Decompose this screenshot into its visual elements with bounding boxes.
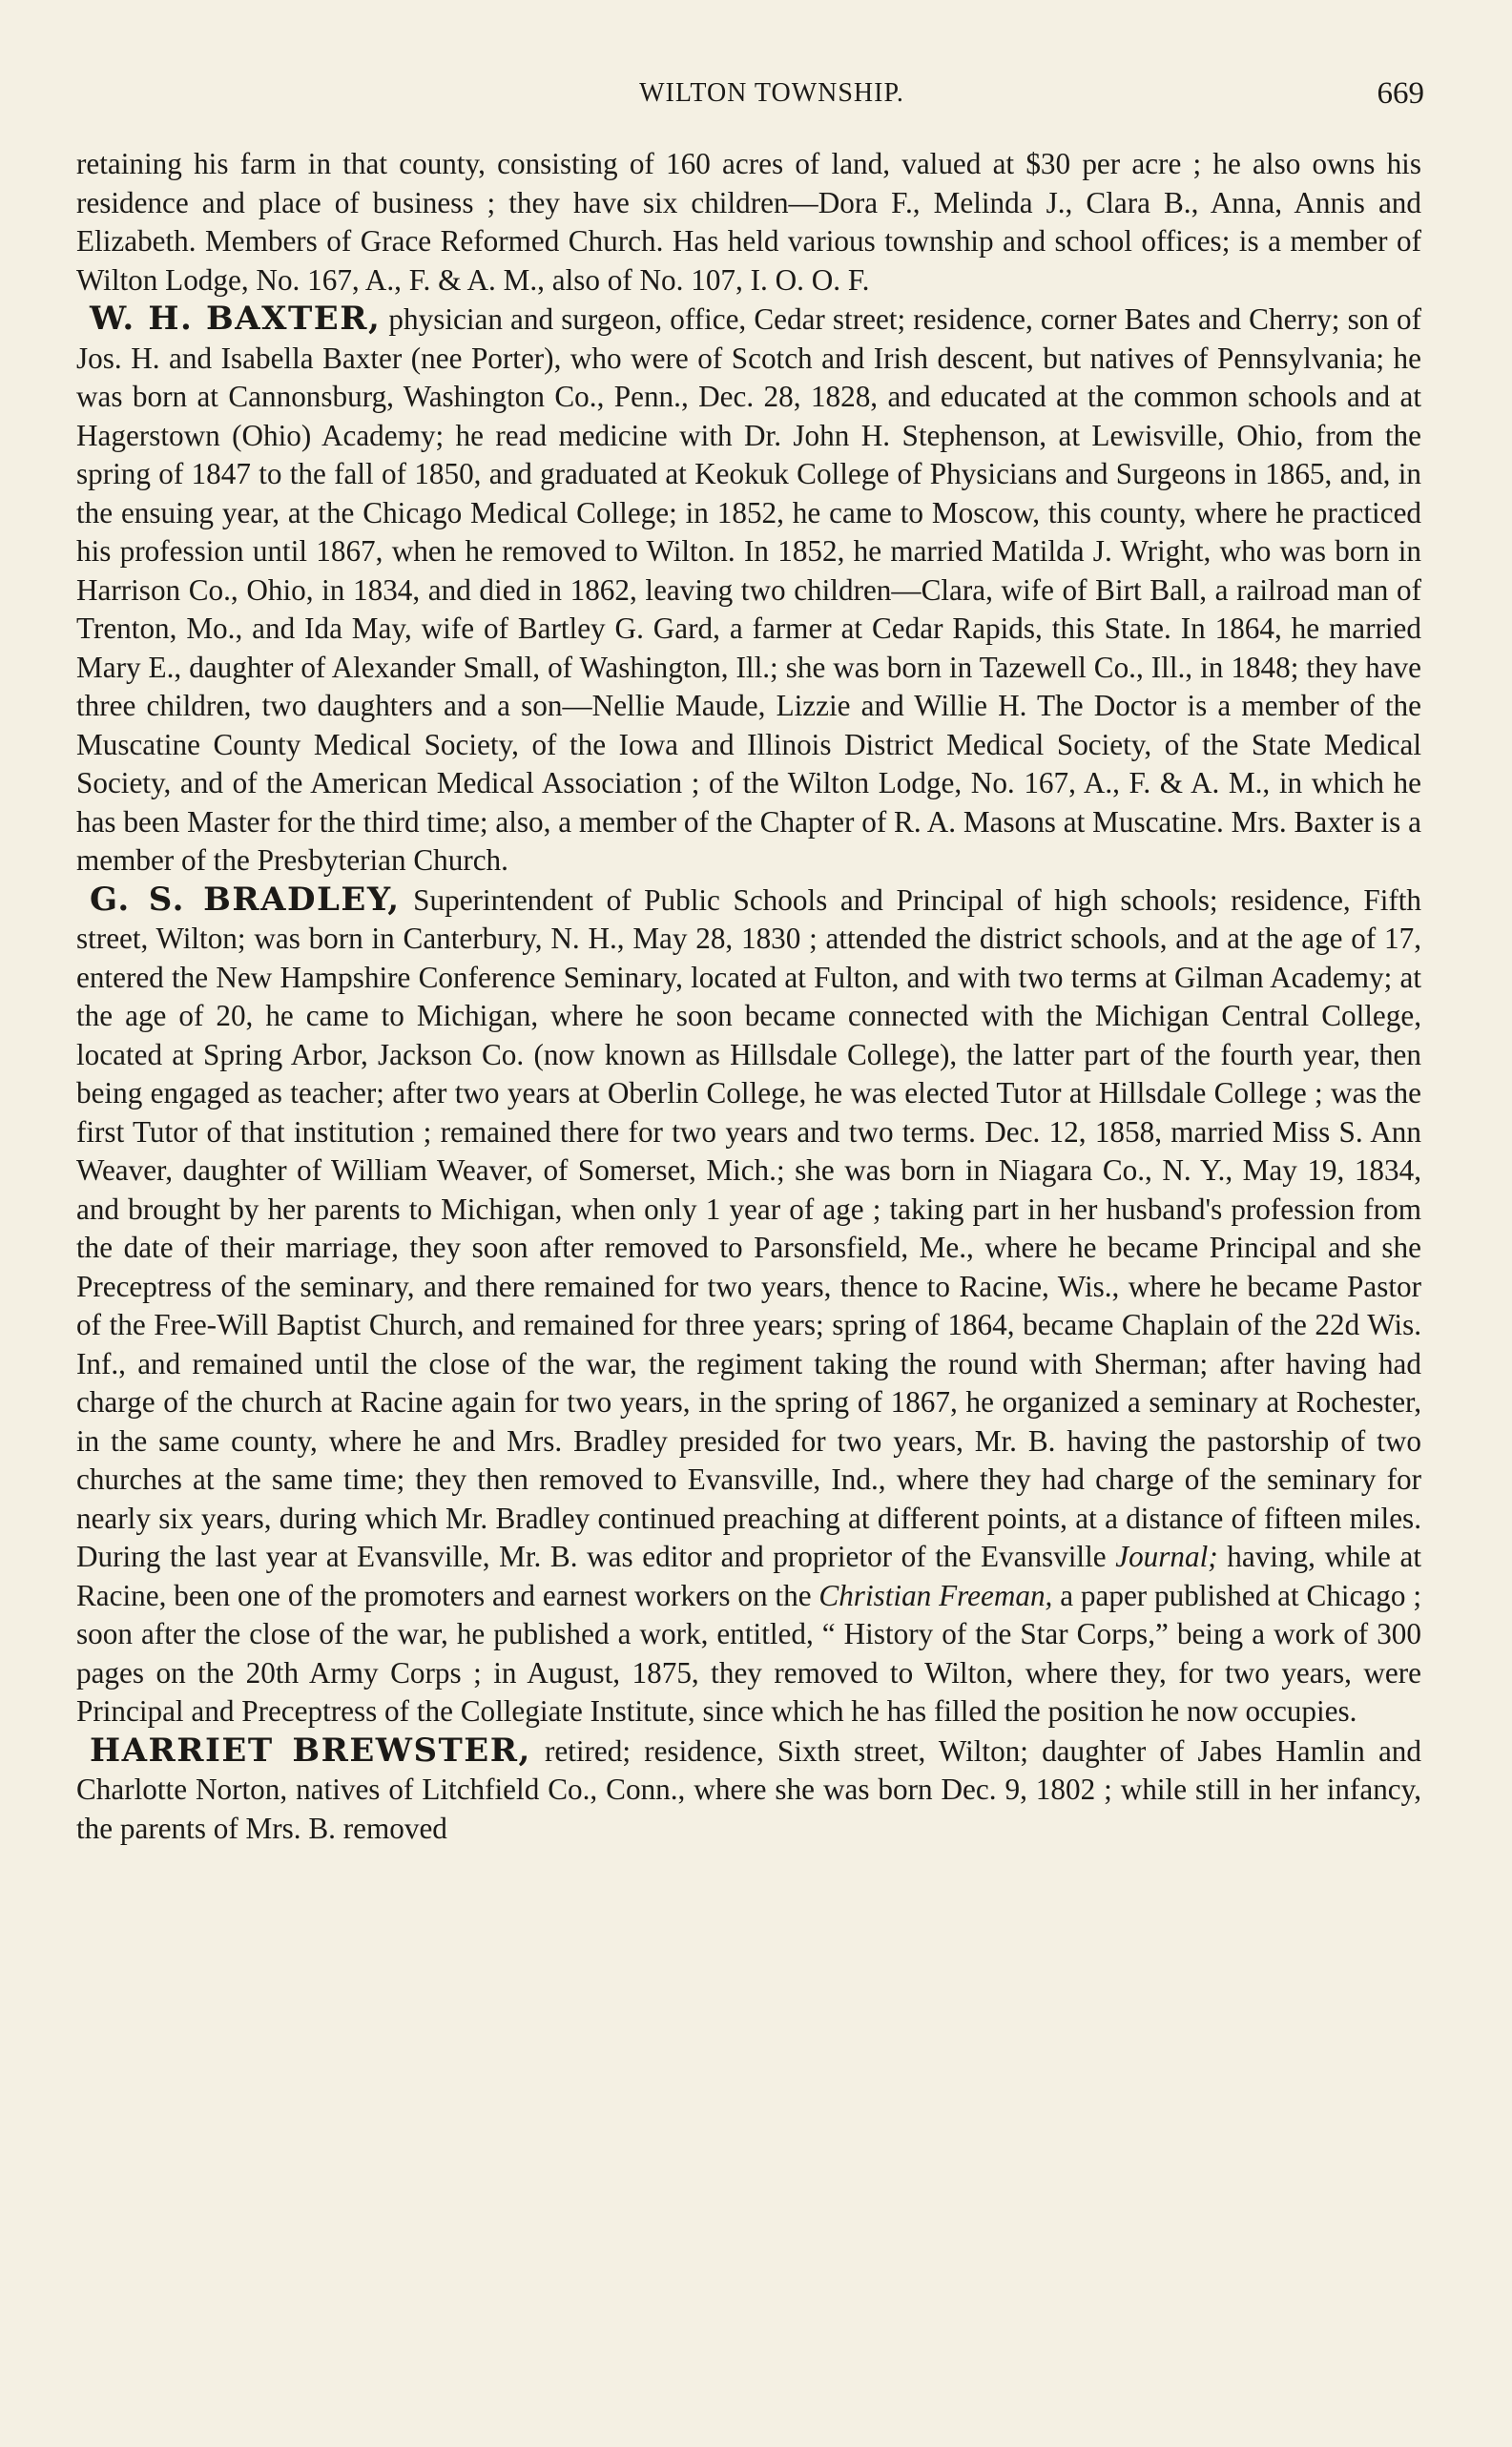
page-body bbox=[76, 145, 1421, 1848]
italic-title: Journal; bbox=[1115, 1540, 1218, 1573]
entry-baxter bbox=[76, 300, 1421, 881]
entry-brewster bbox=[76, 1732, 1421, 1849]
entry-name: HARRIET BREWSTER, bbox=[90, 1731, 531, 1770]
running-head: WILTON TOWNSHIP. bbox=[639, 78, 904, 108]
page-number: 669 bbox=[1377, 76, 1424, 111]
entry-name: G. S. BRADLEY, bbox=[90, 880, 401, 919]
entry-name: W. H. BAXTER, bbox=[90, 300, 382, 338]
entry-text: a paper published at Chicago ; soon after the close of the war, he published a work, entitled, “ History of the Star Corps,” being a work of 300 pages on the 20th Army Corps ; in August, 1875, they removed to Wilton, where they, for two years, were Principal and Preceptress of the Collegiate Institute, since which he has filled the position he now occupies. bbox=[76, 1578, 1421, 1728]
entry-text: having, while at Racine, been one of the promoters and earnest workers on the bbox=[76, 1540, 1421, 1612]
continuation-paragraph: retaining his farm in that county, consisting of 160 acres of land, valued at $30 per acre ; he also owns his residence and place of business ; they have six children—Dora F., Melinda J., Clara B., Anna, Annis and Elizabeth. Members of Grace Reformed Church. Has held various township and school offices; is a member of Wilton Lodge, No. 167, A., F. & A. M., also of No. 107, I. O. O. F. bbox=[76, 147, 1421, 297]
italic-title: Christian Freeman, bbox=[818, 1578, 1053, 1612]
entry-text: Superintendent of Public Schools and Principal of high schools; residence, Fifth street, Wilton; was born in Canterbury, N. H., May 28, 1830 ; attended the district schools, and at the age of 17, entered the New Hampshire Conference Seminary, located at Fulton, and with two terms at Gilman Academy; at the age of 20, he came to Michigan, where he soon became connected with the Michigan Central College, located at Spring Arbor, Jackson Co. (now known as Hillsdale College), the latter part of the fourth year, then being engaged as teacher; after two years at Oberlin College, he was elected Tutor at Hillsdale College ; was the first Tutor of that institution ; remained there for two years and two terms. Dec. 12, 1858, married Miss S. Ann Weaver, daughter of William Weaver, of Somerset, Mich.; she was born in Niagara Co., N. Y., May 19, 1834, and brought by her parents to Michigan, when only 1 year of age ; taking part in her husband's profession from the date of their marriage, they soon after removed to Parsonsfield, Me., where he became Principal and she Preceptress of the seminary, and there remained for two years, thence to Racine, Wis., where he became Pastor of the Free-Will Baptist Church, and remained for three years; spring of 1864, became Chaplain of the 22d Wis. Inf., and remained until the close of the war, the regiment taking the round with Sherman; after having had charge of the church at Racine again for two years, in the spring of 1867, he organized a seminary at Rochester, in the same county, where he and Mrs. Bradley presided for two years, Mr. B. having the pastorship of two churches at the same time; they then removed to Evansville, Ind., where they had charge of the seminary for nearly six years, during which Mr. Bradley continued preaching at different points, at a distance of fifteen miles. During the last year at Evansville, Mr. B. was editor and proprietor of the Evansville bbox=[76, 882, 1421, 1573]
entry-text: retired; residence, Sixth street, Wilton; daughter of Jabes Hamlin and Charlotte Norton, natives of Litchfield Co., Conn., where she was born Dec. 9, 1802 ; while still in her infancy, the parents of Mrs. B. removed bbox=[76, 1733, 1421, 1845]
page-header bbox=[119, 78, 1424, 120]
entry-bradley bbox=[76, 881, 1421, 1732]
entry-text: physician and surgeon, office, Cedar street; residence, corner Bates and Cherry; son of Jos. H. and Isabella Baxter (nee Porter), who were of Scotch and Irish descent, but natives of Pennsylvania; he was born at Cannonsburg, Washington Co., Penn., Dec. 28, 1828, and educated at the common schools and at Hagerstown (Ohio) Academy; he read medicine with Dr. John H. Stephenson, at Lewisville, Ohio, from the spring of 1847 to the fall of 1850, and graduated at Keokuk College of Physicians and Surgeons in 1865, and, in the ensuing year, at the Chicago Medical College; in 1852, he came to Moscow, this county, where he practiced his profession until 1867, when he removed to Wilton. In 1852, he married Matilda J. Wright, who was born in Harrison Co., Ohio, in 1834, and died in 1862, leaving two children—Clara, wife of Birt Ball, a railroad man of Trenton, Mo., and Ida May, wife of Bartley G. Gard, a farmer at Cedar Rapids, this State. In 1864, he married Mary E., daughter of Alexander Small, of Washington, Ill.; she was born in Tazewell Co., Ill., in 1848; they have three children, two daughters and a son—Nellie Maude, Lizzie and Willie H. The Doctor is a member of the Muscatine County Medical Society, of the Iowa and Illinois District Medical Society, of the State Medical Society, and of the American Medical Association ; of the Wilton Lodge, No. 167, A., F. & A. M., in which he has been Master for the third time; also, a member of the Chapter of R. A. Masons at Muscatine. Mrs. Baxter is a member of the Presbyterian Church. bbox=[76, 302, 1421, 877]
